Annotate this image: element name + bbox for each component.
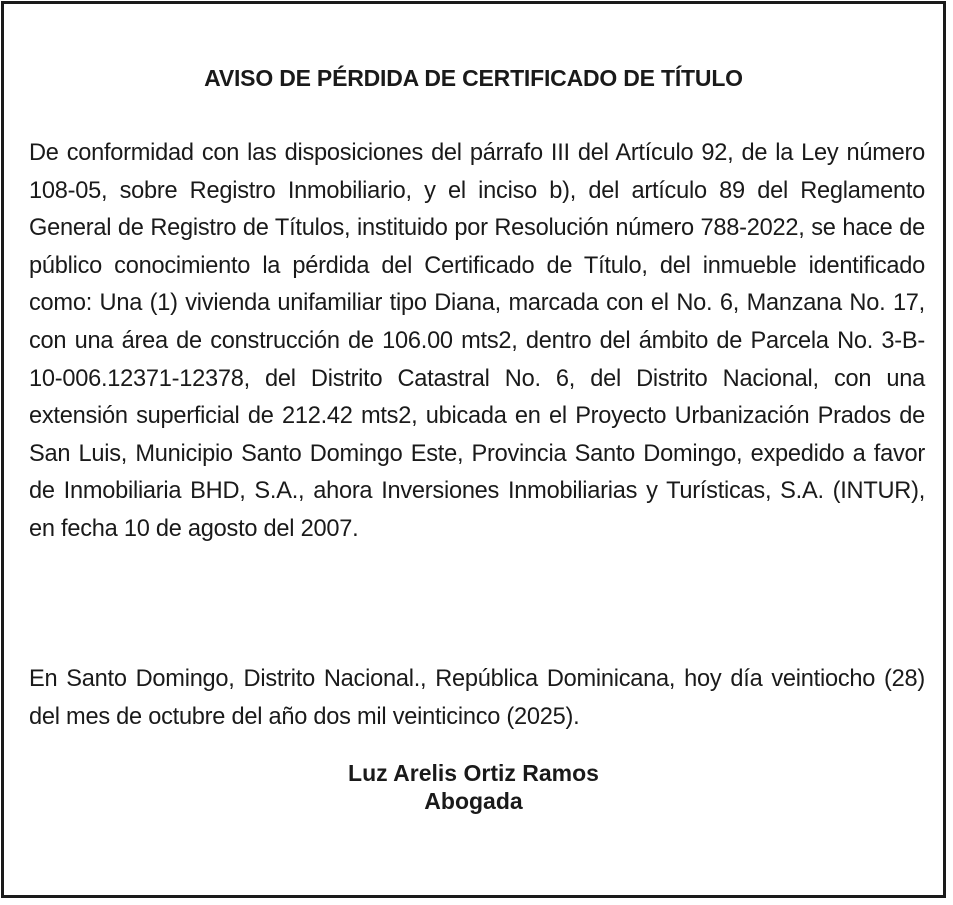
- signatory-role: Abogada: [424, 788, 523, 814]
- signatory-name: Luz Arelis Ortiz Ramos: [348, 760, 599, 786]
- signature-block: [4, 759, 943, 815]
- notice-date-line: En Santo Domingo, Distrito Nacional., República Dominicana, hoy día veintiocho (28) del mes de octubre del año dos mil veinticinco (2025).: [29, 666, 925, 730]
- notice-body: De conformidad con las disposiciones del párrafo III del Artículo 92, de la Ley número 108-05, sobre Registro Inmobiliario, y el inciso b), del artículo 89 del Reglamento General de Registro de Títulos, instituido por Resolución número 788-2022, se hace de público conocimiento la pérdida del Certificado de Título, del inmueble identificado como: Una (1) vivienda unifamiliar tipo Diana, marcada con el No. 6, Manzana No. 17, con una área de construcción de 106.00 mts2, dentro del ámbito de Parcela No. 3-B-10-006.12371-12378, del Distrito Catastral No. 6, del Distrito Nacional, con una extensión superficial de 212.42 mts2, ubicada en el Proyecto Urbanización Prados de San Luis, Municipio Santo Domingo Este, Provincia Santo Domingo, expedido a favor de Inmobiliaria BHD, S.A., ahora Inversiones Inmobiliarias y Turísticas, S.A. (INTUR), en fecha 10 de agosto del 2007.: [29, 140, 925, 542]
- notice-title: AVISO DE PÉRDIDA DE CERTIFICADO DE TÍTULO: [204, 65, 743, 91]
- legal-notice: [1, 1, 946, 898]
